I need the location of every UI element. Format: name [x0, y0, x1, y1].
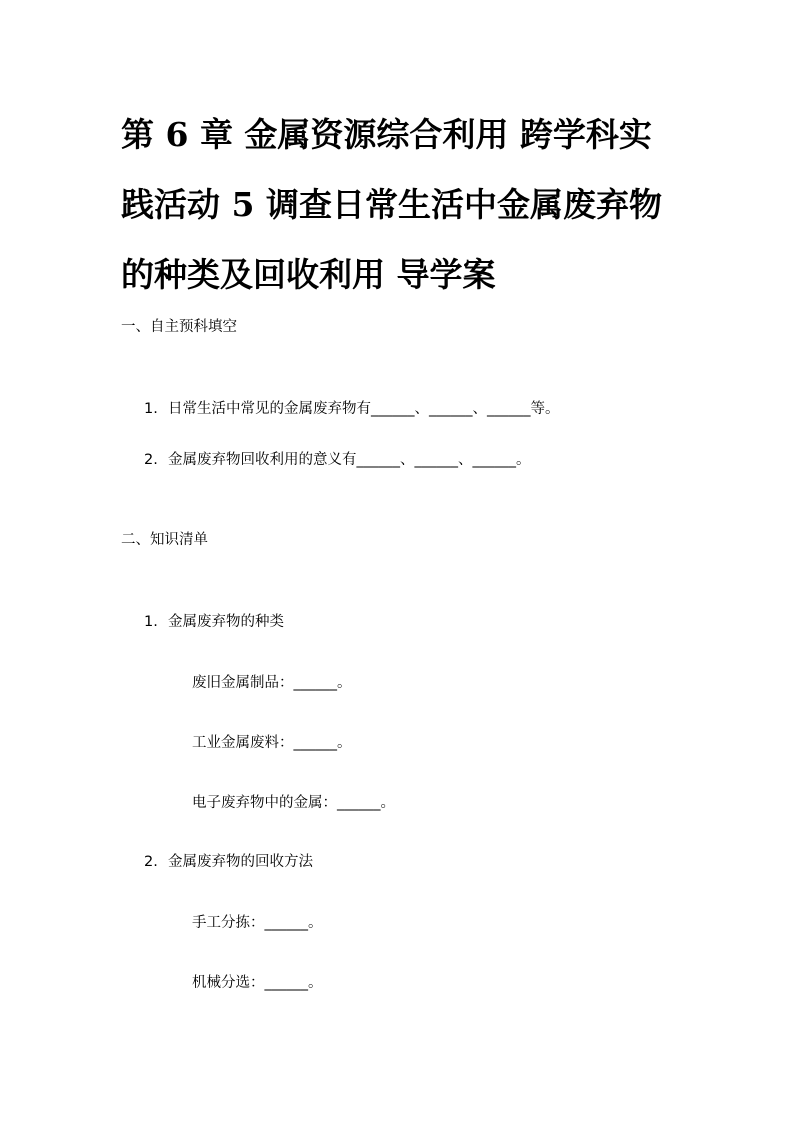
list-item-recycling-significance [144, 450, 531, 470]
sub-item-scrap-products: 废旧金属制品：______。 [192, 675, 352, 691]
list-number: 2. [144, 452, 158, 468]
list-number: 1. [144, 614, 158, 630]
sub-item-mechanical-sorting: 机械分选：______。 [192, 975, 323, 991]
list-item-text: 金属废弃物回收利用的意义有______、______、______。 [168, 452, 531, 468]
section-heading-knowledge-list: 二、知识清单 [121, 532, 208, 548]
sub-item-industrial-scrap: 工业金属废料：______。 [192, 735, 352, 751]
document-title: 第 6 章 金属资源综合利用 跨学科实践活动 5 调查日常生活中金属废弃物的种类及回收利用 导学案 [121, 115, 662, 294]
list-number: 1. [144, 401, 158, 417]
sub-item-electronic-metals: 电子废弃物中的金属：______。 [192, 795, 395, 811]
list-item-waste-types [144, 612, 284, 632]
list-item-text: 金属废弃物的种类 [168, 614, 284, 630]
list-item-text: 金属废弃物的回收方法 [168, 854, 313, 870]
list-item-recycling-methods [144, 852, 313, 872]
list-number: 2. [144, 854, 158, 870]
section-heading-self-study: 一、自主预科填空 [121, 319, 237, 335]
sub-item-manual-sorting: 手工分拣：______。 [192, 915, 323, 931]
list-item-common-waste [144, 399, 560, 419]
list-item-text: 日常生活中常见的金属废弃物有______、______、______等。 [168, 401, 560, 417]
